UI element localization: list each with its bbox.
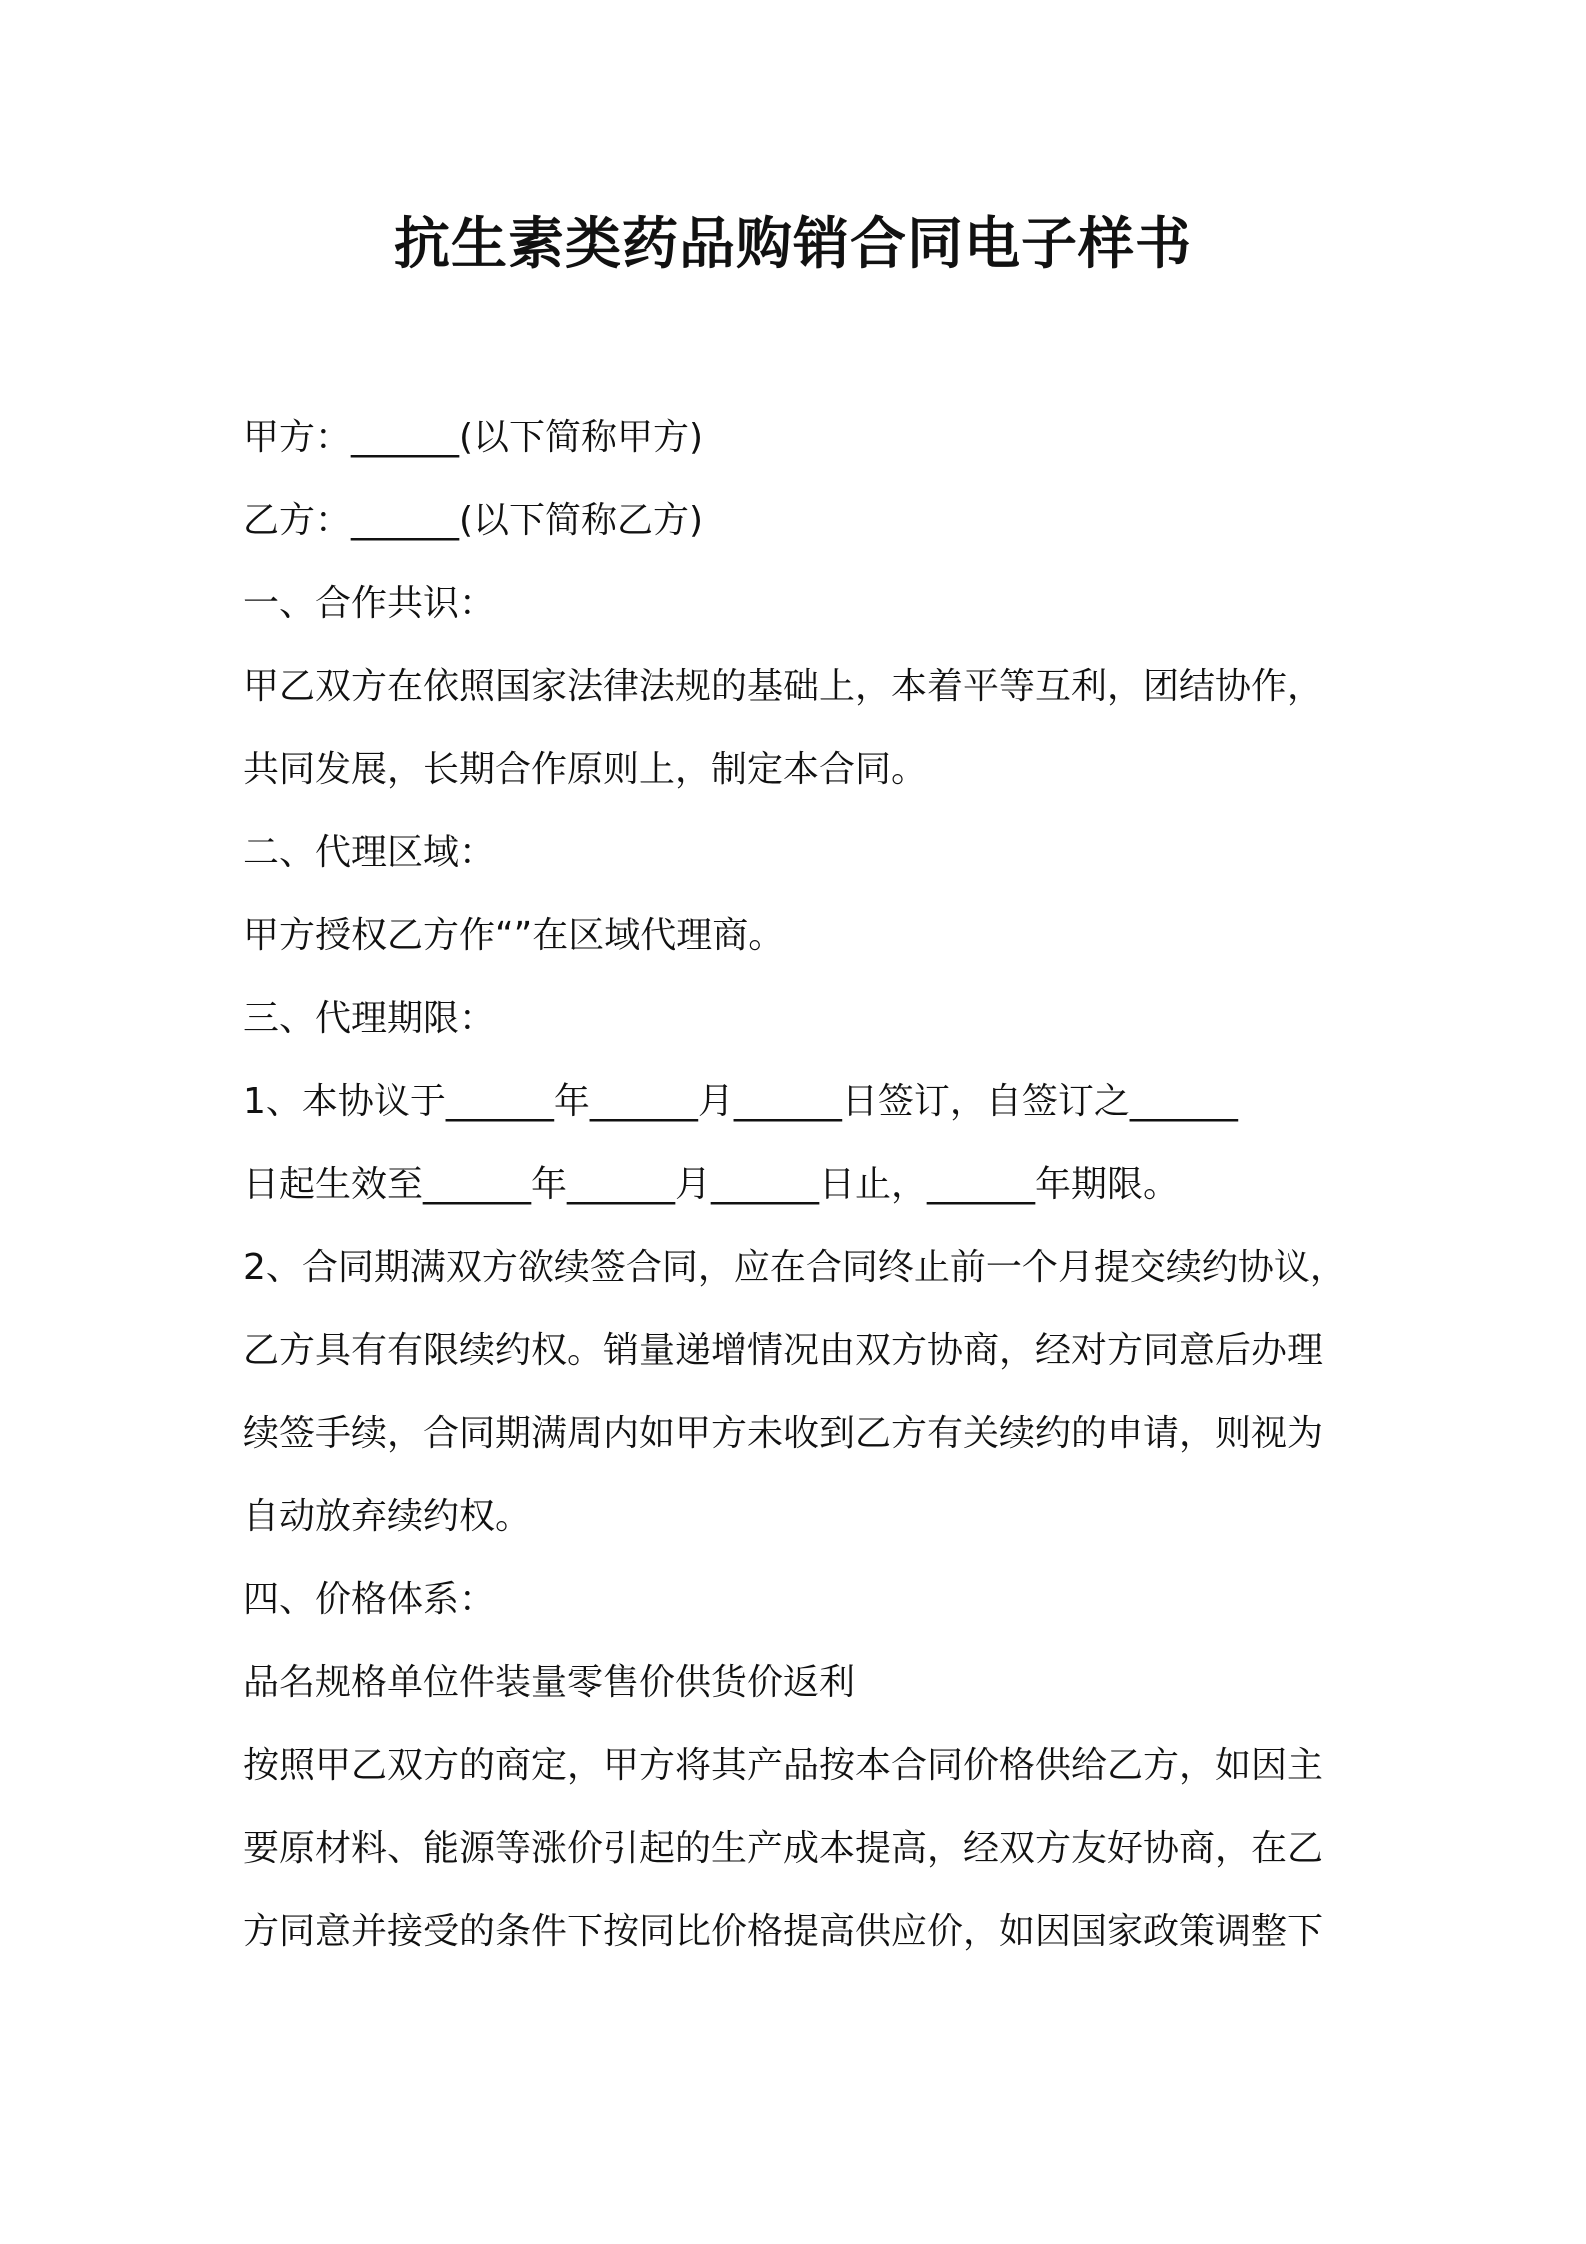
paragraph-line: 自动放弃续约权。 (243, 1496, 532, 1537)
paragraph-line: 1、本协议于______年______月______日签订，自签订之______ (243, 1081, 1238, 1122)
section-heading: 三、代理期限： (243, 998, 496, 1039)
paragraph-line: 甲方授权乙方作“”在区域代理商。 (243, 915, 785, 956)
paragraph-line: 方同意并接受的条件下按同比价格提高供应价，如因国家政策调整下 (243, 1911, 1324, 1952)
section-heading: 四、价格体系： (243, 1579, 496, 1620)
paragraph-line: 共同发展，长期合作原则上，制定本合同。 (243, 749, 928, 790)
section-heading: 二、代理区域： (243, 832, 496, 873)
paragraph-line: 甲乙双方在依照国家法律法规的基础上，本着平等互利，团结协作， (243, 666, 1324, 707)
section-heading: 一、合作共识： (243, 583, 496, 624)
page-title: 抗生素类药品购销合同电子样书 (394, 212, 1192, 277)
paragraph-line: 按照甲乙双方的商定，甲方将其产品按本合同价格供给乙方，如因主 (243, 1745, 1324, 1786)
party-a-line: 甲方：______(以下简称甲方) (243, 417, 704, 458)
paragraph-line: 品名规格单位件装量零售价供货价返利 (243, 1662, 856, 1703)
paragraph-line: 2、合同期满双方欲续签合同，应在合同终止前一个月提交续约协议， (243, 1247, 1346, 1288)
paragraph-line: 日起生效至______年______月______日止，______年期限。 (243, 1164, 1180, 1205)
paragraph-line: 要原材料、能源等涨价引起的生产成本提高，经双方友好协商，在乙 (243, 1828, 1324, 1869)
paragraph-line: 续签手续，合同期满周内如甲方未收到乙方有关续约的申请，则视为 (243, 1413, 1324, 1454)
party-b-line: 乙方：______(以下简称乙方) (243, 500, 704, 541)
paragraph-line: 乙方具有有限续约权。销量递增情况由双方协商，经对方同意后办理 (243, 1330, 1324, 1371)
